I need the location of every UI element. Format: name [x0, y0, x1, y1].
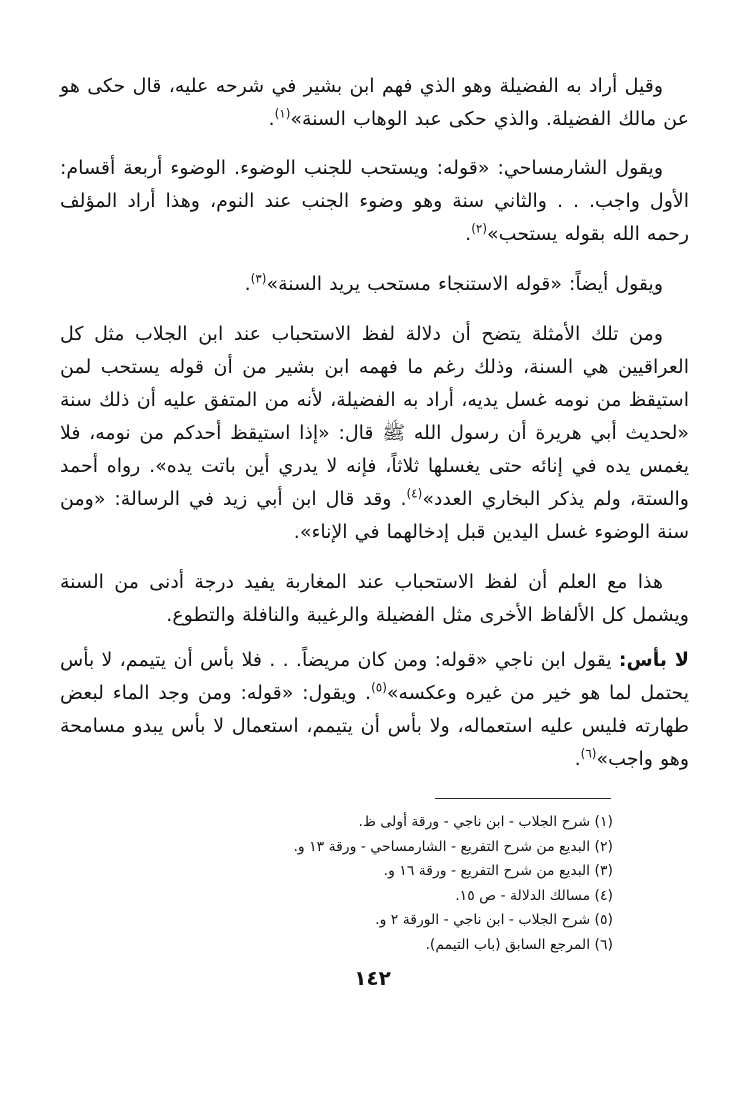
- text-line: أراد المؤلف رحمه الله بقوله يستحب»: [60, 190, 689, 245]
- text-line: . ويقول: «قوله: ومن وجد الماء لبعض طهارته فليس عليه استعماله، ولا بأس أن يتيمم، استعمال لا بأس يبدو مسامحة وهو واجب»: [60, 682, 689, 770]
- footnote-1: (١) شرح الجلاب - ابن ناجي - ورقة أولى ظ.: [358, 814, 613, 830]
- footnote-ref: (٥): [371, 680, 387, 695]
- footnote-ref: (٤): [406, 486, 423, 501]
- paragraph-3: [60, 268, 689, 301]
- text-line: يقول ابن ناجي «قوله: ومن كان مريضاً. . . فلا بأس أن: [173, 649, 612, 671]
- text-line: ومن تلك الأمثلة يتضح أن دلالة لفظ الاستحباب عند ابن الجلاب مثل: [94, 323, 663, 345]
- text-line: السنة ويشمل كل الألفاظ الأخرى مثل الفضيلة والرغيبة والنافلة والتطوع.: [60, 571, 689, 626]
- paragraph-4: [60, 318, 689, 549]
- footnote-3: (٣) البديع من شرح التفريع - ورقة ١٦ و.: [383, 863, 613, 879]
- text-line: .: [465, 223, 472, 245]
- text-line: أقسام: الأول واجب. . . والثاني سنة وهو وضوء الجنب عند النوم، وهذا: [60, 157, 690, 212]
- text-line: يتيمم، لا بأس يحتمل لما هو خير من غيره وعكسه»: [60, 649, 689, 704]
- text-line: . وقد قال ابن أبي زيد في الرسالة: «ومن سنة الوضوء غسل اليدين قبل إدخالهما في الإناء».: [60, 488, 689, 543]
- footnotes: [143, 810, 613, 957]
- paragraph-6: [60, 644, 689, 776]
- text-line: وقيل أراد به الفضيلة وهو الذي فهم ابن بشير في شرحه عليه، قال حكى هو: [60, 75, 663, 97]
- text-line: ذلك سنة «لحديث أبي هريرة أن رسول الله ﷺ قال: «إذا استيقظ أحدكم من: [60, 389, 690, 444]
- text-line: نومه، فلا يغمس يده في إنائه حتى يغسلها ثلاثاً، فإنه لا يدري أين باتت: [60, 422, 689, 477]
- paragraph-5: [60, 566, 689, 632]
- footnote-ref: (١): [274, 106, 291, 121]
- text-line: لمن استيقظ من نومه غسل يديه، أراد به الفضيلة، لأنه من المتفق عليه أن: [60, 356, 689, 411]
- footnote-5: (٥) شرح الجلاب - ابن ناجي - الورقة ٢ و.: [375, 912, 613, 928]
- text-line: يده». رواه أحمد والستة، ولم يذكر البخاري العدد»: [60, 455, 689, 510]
- footnote-ref: (٢): [471, 221, 488, 236]
- text-line: ويقول الشارمساحي: «قوله: ويستحب للجنب الوضوء. الوضوء أربعة: [123, 157, 663, 179]
- paragraph-term: لا بأس:: [618, 649, 689, 671]
- footnote-ref: (٣): [250, 271, 267, 286]
- paragraph-2: [60, 152, 689, 251]
- footnote-6: (٦) المرجع السابق (باب التيمم).: [425, 936, 613, 953]
- paragraph-1: [60, 70, 689, 136]
- text-line: هذا مع العلم أن لفظ الاستحباب عند المغاربة يفيد درجة أدنى من: [114, 571, 663, 593]
- footnote-2: (٢) البديع من شرح التفريع - الشارمساحي - ورقة ١٣ و.: [293, 838, 613, 855]
- text-line: .: [268, 108, 275, 130]
- text-line: عن مالك الفضيلة. والذي حكى عبد الوهاب السنة»: [290, 108, 689, 130]
- text-line: .: [244, 273, 251, 295]
- text-line: كل العراقيين هي السنة، وذلك رغم ما فهمه ابن بشير من أن قوله يستحب: [60, 323, 689, 378]
- footnote-separator: [435, 798, 611, 799]
- text-line: ويقول أيضاً: «قوله الاستنجاء مستحب يريد السنة»: [266, 273, 663, 295]
- footnote-4: (٤) مسالك الدلالة - ص ١٥.: [455, 887, 613, 904]
- text-line: .: [574, 748, 581, 770]
- footnote-ref: (٦): [580, 746, 597, 761]
- page-number: ١٤٢: [354, 966, 391, 990]
